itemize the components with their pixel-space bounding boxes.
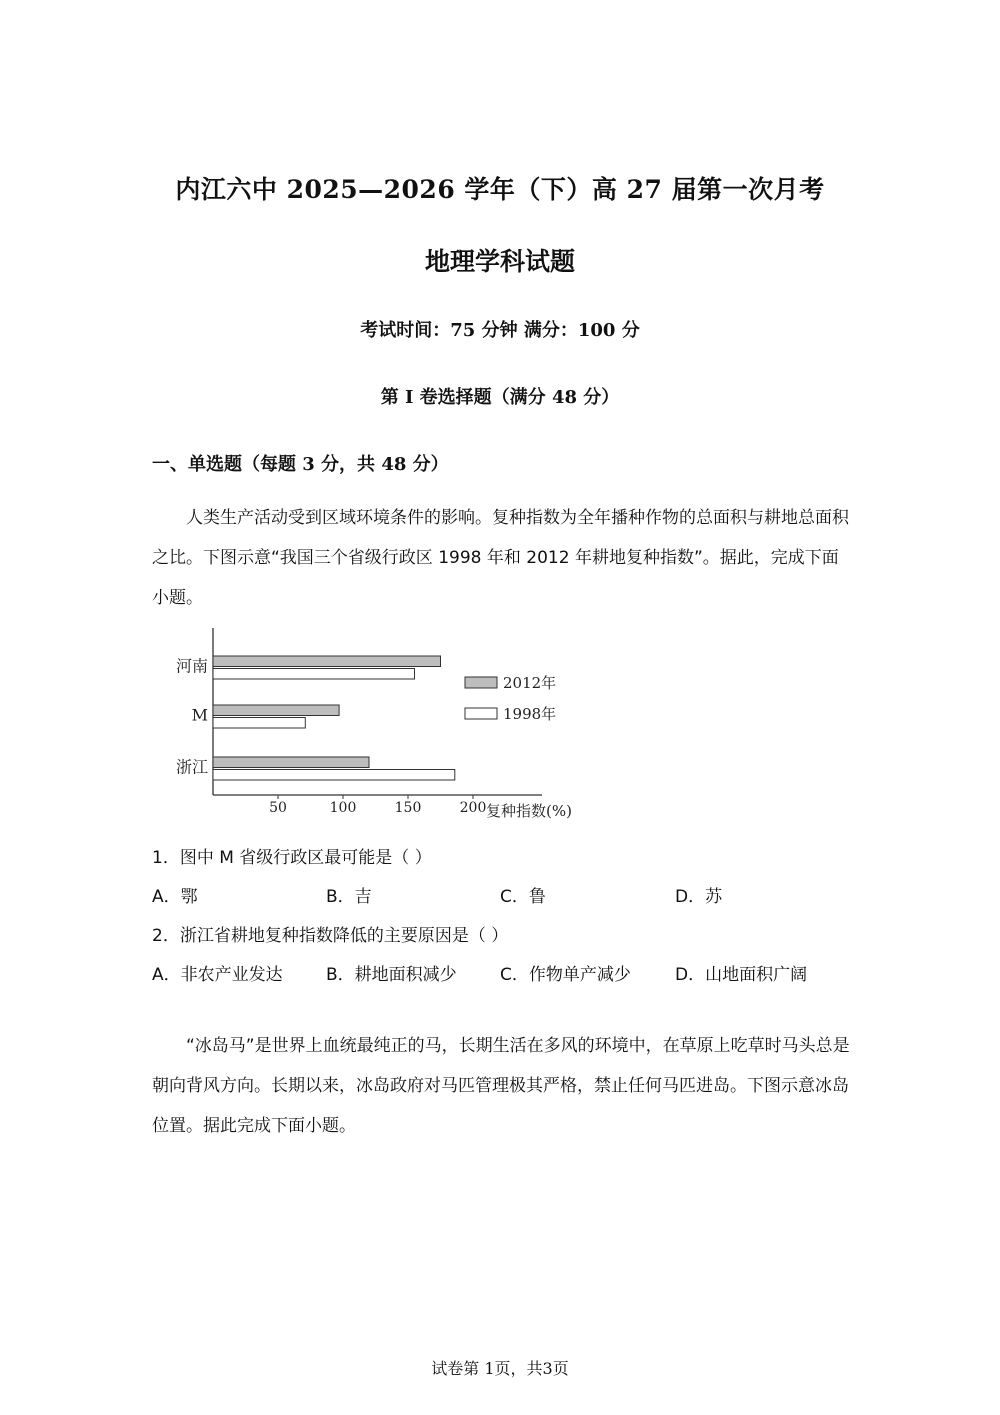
question-1-option-c[interactable]: C．鲁 bbox=[500, 887, 546, 907]
question-2-option-c[interactable]: C．作物单产减少 bbox=[500, 965, 631, 985]
question-1-option-a[interactable]: A．鄂 bbox=[152, 887, 198, 907]
exam-title: 内江六中 2025—2026 学年（下）高 27 届第一次月考 bbox=[175, 175, 825, 204]
question-1-option-d[interactable]: D．苏 bbox=[675, 887, 723, 907]
x-axis-label: 复种指数(%) bbox=[486, 802, 572, 820]
category-label: 河南 bbox=[175, 656, 208, 676]
bar-chart bbox=[150, 620, 620, 830]
exam-subtitle: 地理学科试题 bbox=[424, 247, 575, 276]
legend-swatch-1 bbox=[465, 708, 497, 719]
legend-label-1: 1998年 bbox=[503, 705, 557, 723]
bar-1998-0 bbox=[213, 669, 415, 680]
x-tick-label: 50 bbox=[269, 800, 287, 816]
page-footer: 试卷第 1页，共3页 bbox=[431, 1359, 569, 1378]
bar-2012-2 bbox=[213, 757, 369, 768]
x-tick-label: 100 bbox=[329, 800, 357, 816]
category-label: 浙江 bbox=[175, 757, 208, 777]
exam-info: 考试时间：75 分钟 满分：100 分 bbox=[360, 320, 640, 341]
passage-1: 人类生产活动受到区域环境条件的影响。复种指数为全年播种作物的总面积与耕地总面积之比。下图示意“我国三个省级行政区 1998 年和 2012 年耕地复种指数”。据此，完成下面小题。 bbox=[152, 508, 849, 608]
x-tick-label: 150 bbox=[394, 800, 422, 816]
question-2-option-d[interactable]: D．山地面积广阔 bbox=[675, 965, 808, 985]
question-1-stem: 1．图中 M 省级行政区最可能是（ ） bbox=[152, 848, 432, 868]
section-title: 一、单选题（每题 3 分，共 48 分） bbox=[152, 454, 449, 475]
question-1-option-b[interactable]: B．吉 bbox=[326, 887, 372, 907]
question-2-option-b[interactable]: B．耕地面积减少 bbox=[326, 965, 457, 985]
part-title: 第 I 卷选择题（满分 48 分） bbox=[380, 387, 620, 408]
x-tick-label: 200 bbox=[459, 800, 487, 816]
question-2-stem: 2．浙江省耕地复种指数降低的主要原因是（ ） bbox=[152, 926, 509, 946]
category-label: M bbox=[191, 705, 208, 725]
question-2-option-a[interactable]: A．非农产业发达 bbox=[152, 965, 283, 985]
bar-1998-1 bbox=[213, 718, 305, 729]
bar-2012-0 bbox=[213, 656, 441, 667]
passage-2: “冰岛马”是世界上血统最纯正的马，长期生活在多风的环境中，在草原上吃草时马头总是朝向背风方向。长期以来，冰岛政府对马匹管理极其严格，禁止任何马匹进岛。下图示意冰岛位置。据此完成下面小题。 bbox=[152, 1036, 850, 1136]
bar-2012-1 bbox=[213, 705, 339, 716]
legend-swatch-0 bbox=[465, 677, 497, 688]
legend-label-0: 2012年 bbox=[503, 674, 557, 692]
bar-1998-2 bbox=[213, 770, 455, 781]
